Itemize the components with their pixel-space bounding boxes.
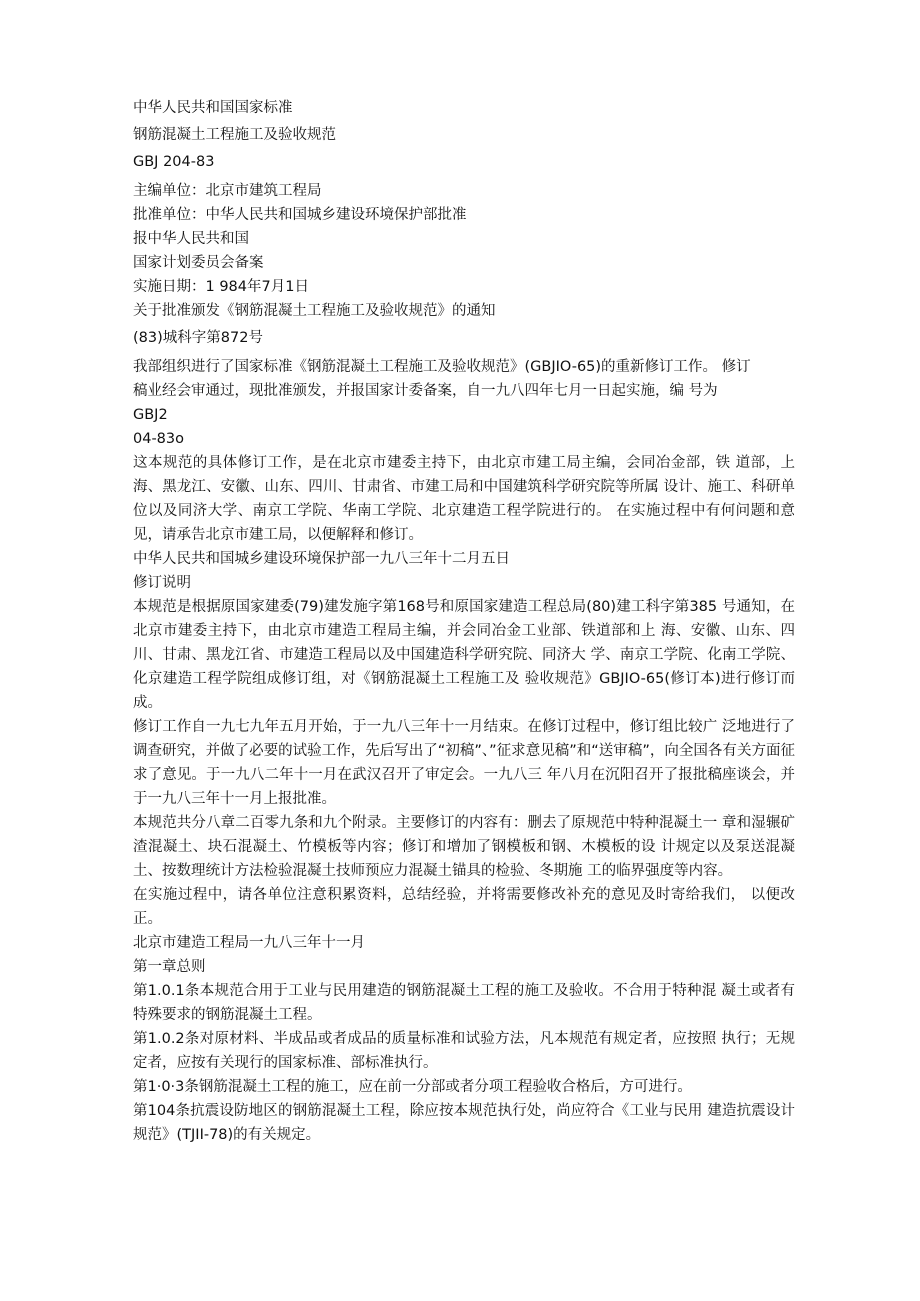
notice-title: 关于批准颁发《钢筋混凝土工程施工及验收规范》的通知 xyxy=(133,303,496,319)
report-line-1: 报中华人民共和国 xyxy=(133,231,249,247)
notice-para1-line1: 我部组织进行了国家标准《钢筋混凝土工程施工及验收规范》(GBJIO-65)的重新修订工作。 修订 xyxy=(133,359,751,375)
article-1-0-3: 第1·0·3条钢筋混凝土工程的施工，应在前一分部或者分项工程验收合格后，方可进行。 xyxy=(133,1079,692,1095)
document-body xyxy=(133,96,795,1147)
notice-para1-line3: GBJ2 xyxy=(133,407,168,423)
notice-para2: 这本规范的具体修订工作，是在北京市建委主持下，由北京市建工局主编，会同冶金部，铁 道部，上海、黑龙江、安徽、山东、四川、甘肃省、市建工局和中国建筑科学研究院等所属 设计、施工、科研单位以及同济大学、南京工学院、华南工学院、北京建造工程学院进行的。 在实施过程中有何问题和意见，请承告北京市建工局，以便解释和修订。 xyxy=(133,455,795,543)
editor-unit: 主编单位：北京市建筑工程局 xyxy=(133,183,322,199)
effective-date: 实施日期：1 984年7月1日 xyxy=(133,279,309,295)
revision-heading: 修订说明 xyxy=(133,575,191,591)
revision-signature: 北京市建造工程局一九八三年十一月 xyxy=(133,935,365,951)
notice-para1-line4: 04-83o xyxy=(133,431,185,447)
notice-para1-line2: 稿业经会审通过，现批准颁发，并报国家计委备案，自一九八四年七月一日起实施，编 号为 xyxy=(133,383,718,399)
revision-para4: 在实施过程中，请各单位注意积累资料，总结经验，并将需要修改补充的意见及时寄给我们， 以便改正。 xyxy=(133,887,795,927)
article-1-0-1: 第1.0.1条本规范合用于工业与民用建造的钢筋混凝土工程的施工及验收。不合用于特种混 凝土或者有特殊要求的钢筋混凝土工程。 xyxy=(133,983,795,1023)
document-title: 钢筋混凝土工程施工及验收规范 xyxy=(133,127,336,143)
report-line-2: 国家计划委员会备案 xyxy=(133,255,264,271)
standard-line: 中华人民共和国国家标准 xyxy=(133,100,293,116)
article-1-0-4: 第104条抗震设防地区的钢筋混凝土工程，除应按本规范执行处，尚应符合《工业与民用 建造抗震设计规范》(TJII-78)的有关规定。 xyxy=(133,1103,795,1143)
article-1-0-2: 第1.0.2条对原材料、半成品或者成品的质量标准和试验方法，凡本规范有规定者，应按照 执行；无规定者，应按有关现行的国家标准、部标准执行。 xyxy=(133,1031,795,1071)
revision-para3: 本规范共分八章二百零九条和九个附录。主要修订的内容有：删去了原规范中特种混凝土一 章和湿辗矿渣混凝土、块石混凝土、竹模板等内容；修订和增加了钢模板和钢、木模板的设 计规定以及泵送混凝土、按数理统计方法检验混凝土技师预应力混凝土锚具的检验、冬期施 工的临界强度等内容。 xyxy=(133,815,795,879)
revision-para1: 本规范是根据原国家建委(79)建发施字第168号和原国家建造工程总局(80)建工科字第385 号通知，在北京市建委主持下，由北京市建造工程局主编，并会同冶金工业部、铁道部和上 海、安徽、山东、四川、甘肃、黑龙江省、市建造工程局以及中国建造科学研究院、同济大 学、南京工学院、化南工学院、化京建造工程学院组成修订组，对《钢筋混凝土工程施工及 验收规范》GBJIO-65(修订本)进行修订而成。 xyxy=(133,599,795,711)
approver-unit: 批准单位：中华人民共和国城乡建设环境保护部批准 xyxy=(133,207,467,223)
standard-code: GBJ 204-83 xyxy=(133,154,215,170)
notice-number: (83)城科字第872号 xyxy=(133,330,263,346)
notice-signature: 中华人民共和国城乡建设环境保护部一九八三年十二月五日 xyxy=(133,551,510,567)
chapter1-heading: 第一章总则 xyxy=(133,959,206,975)
revision-para2: 修订工作自一九七九年五月开始，于一九八三年十一月结束。在修订过程中，修订组比较广 泛地进行了调查研究，并做了必要的试验工作，先后写出了“初稿”、”征求意见稿”和“送审稿”，向全国各有关方面征求了意见。于一九八二年十一月在武汉召开了审定会。一九八三 年八月在沉阳召开了报批稿座谈会，并于一九八三年十一月上报批准。 xyxy=(133,719,795,807)
